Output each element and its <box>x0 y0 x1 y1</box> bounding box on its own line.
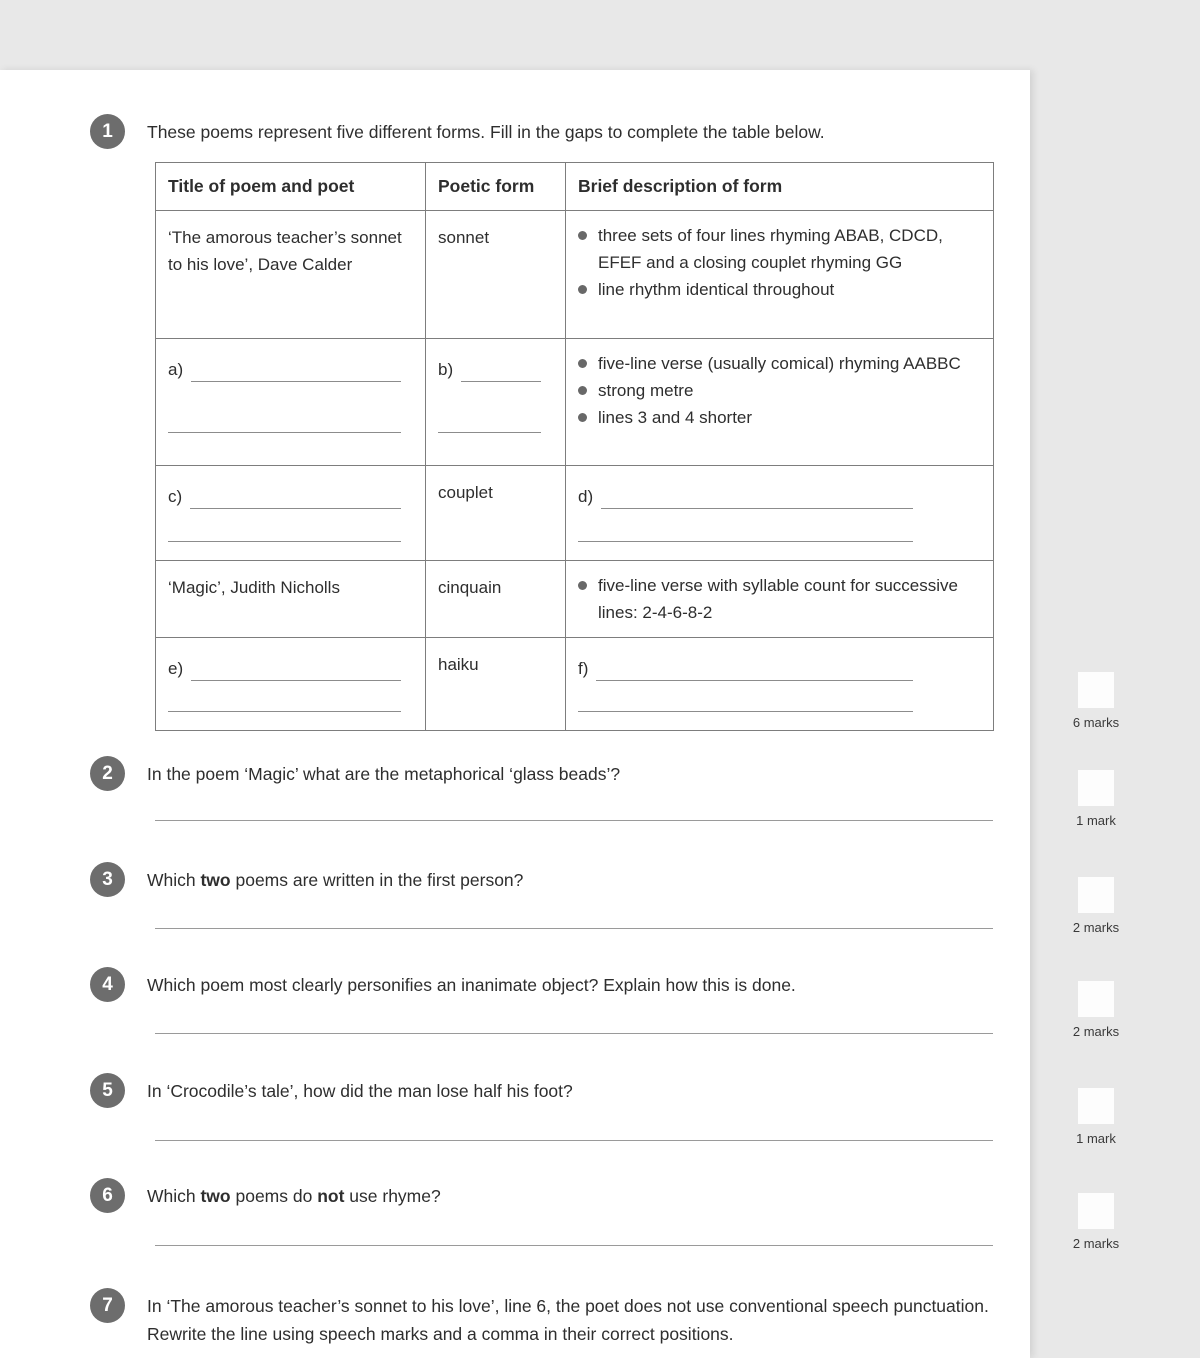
answer-line <box>191 362 401 382</box>
cell-text: couplet <box>438 483 493 502</box>
bullet-item <box>578 222 981 276</box>
blank-label: f) <box>578 659 589 678</box>
question-text-segment: Which <box>147 870 201 890</box>
question-number-badge: 3 <box>90 862 125 897</box>
table-header-form: Poetic form <box>426 163 566 211</box>
title-cell <box>156 211 426 339</box>
question-3 <box>90 862 990 897</box>
title-cell <box>156 339 426 466</box>
blank-first-line <box>578 657 913 681</box>
mark-label: 2 marks <box>1072 920 1120 935</box>
bullet-item <box>578 572 981 626</box>
question-text-segment: poems are written in the first person? <box>230 870 524 890</box>
question-text-segment: Which poem most clearly personifies an inanimate object? Explain how this is done. <box>147 975 796 995</box>
question-4 <box>90 967 990 1002</box>
blank-first-line <box>438 358 541 382</box>
cell-text: sonnet <box>438 228 490 247</box>
worksheet-page <box>0 70 1030 1358</box>
bullet-dot-icon <box>578 413 587 422</box>
bullet-item <box>578 350 981 377</box>
question-number-badge: 6 <box>90 1178 125 1213</box>
question-text <box>147 1288 990 1348</box>
answer-line <box>191 661 401 681</box>
answer-line <box>438 432 541 433</box>
blank-first-line <box>168 485 401 509</box>
cell-text: haiku <box>438 655 479 674</box>
answer-line <box>155 928 993 929</box>
question-number-badge: 2 <box>90 756 125 791</box>
answer-blank-d <box>578 477 981 542</box>
cell-text: ‘The amorous teacher’s sonnet to his love’, Dave Calder <box>168 228 402 274</box>
poetic-forms-table <box>155 162 994 731</box>
answer-line <box>601 489 913 509</box>
answer-line <box>168 432 401 433</box>
answer-line <box>578 541 913 542</box>
form-cell <box>426 339 566 466</box>
blank-label: c) <box>168 487 183 506</box>
description-cell <box>566 561 994 638</box>
bullet-item <box>578 404 981 431</box>
form-cell <box>426 638 566 731</box>
answer-line <box>155 1140 993 1141</box>
answer-blank-a <box>168 350 413 433</box>
marks-indicator-5 <box>1060 1088 1132 1146</box>
mark-label: 1 mark <box>1076 813 1116 828</box>
bullet-list <box>578 350 981 431</box>
question-text: These poems represent five different forms. Fill in the gaps to complete the table below. <box>147 122 825 142</box>
table-row <box>156 638 994 731</box>
cell-text: cinquain <box>438 578 502 597</box>
question-text-segment: two <box>200 1186 231 1206</box>
question-text <box>147 756 620 791</box>
question-number-badge: 1 <box>90 114 125 149</box>
answer-line <box>168 541 401 542</box>
marks-indicator-6 <box>1060 1193 1132 1251</box>
bullet-list <box>578 222 981 303</box>
question-text-segment: In ‘The amorous teacher’s sonnet to his love’, line 6, the poet does not use conventional speech punctuation. Rewrite the line using speech marks and a comma in their correct positions. <box>147 1296 989 1344</box>
table-header-row <box>156 163 994 211</box>
title-cell <box>156 466 426 561</box>
answer-line <box>596 661 913 681</box>
question-number-badge: 4 <box>90 967 125 1002</box>
description-cell <box>566 339 994 466</box>
question-text <box>147 967 796 1002</box>
question-7 <box>90 1288 990 1348</box>
blank-label: e) <box>168 659 184 678</box>
question-text-segment: use rhyme? <box>344 1186 441 1206</box>
bullet-dot-icon <box>578 581 587 590</box>
table-row <box>156 561 994 638</box>
answer-blank-e <box>168 649 413 712</box>
marks-indicator-1 <box>1060 672 1132 730</box>
question-text <box>147 1178 441 1213</box>
answer-blank-c <box>168 477 413 542</box>
mark-label: 2 marks <box>1072 1236 1120 1251</box>
mark-box <box>1078 770 1114 806</box>
question-text-segment: In ‘Crocodile’s tale’, how did the man lose half his foot? <box>147 1081 573 1101</box>
table-row <box>156 339 994 466</box>
answer-blank-b <box>438 350 553 433</box>
answer-line <box>155 820 993 821</box>
question-2 <box>90 756 990 791</box>
bullet-text: five-line verse with syllable count for successive lines: 2-4-6-8-2 <box>598 576 958 622</box>
question-number-badge: 7 <box>90 1288 125 1323</box>
blank-first-line <box>168 657 401 681</box>
question-6 <box>90 1178 990 1213</box>
mark-label: 6 marks <box>1072 715 1120 730</box>
marks-indicator-3 <box>1060 877 1132 935</box>
question-5 <box>90 1073 990 1108</box>
question-number-badge: 5 <box>90 1073 125 1108</box>
bullet-dot-icon <box>578 386 587 395</box>
question-text-segment: In the poem ‘Magic’ what are the metaphorical ‘glass beads’? <box>147 764 621 784</box>
answer-line <box>155 1245 993 1246</box>
table-header-title: Title of poem and poet <box>156 163 426 211</box>
table-row <box>156 466 994 561</box>
blank-label: a) <box>168 360 184 379</box>
answer-line <box>190 489 401 509</box>
blank-label: b) <box>438 360 454 379</box>
table-body <box>156 211 994 731</box>
question-text-segment: two <box>200 870 231 890</box>
bullet-text: lines 3 and 4 shorter <box>598 408 753 427</box>
question-1 <box>90 114 990 149</box>
mark-box <box>1078 1088 1114 1124</box>
answer-line <box>168 711 401 712</box>
mark-box <box>1078 1193 1114 1229</box>
mark-label: 2 marks <box>1072 1024 1120 1039</box>
bullet-dot-icon <box>578 231 587 240</box>
bullet-item <box>578 377 981 404</box>
blank-label: d) <box>578 487 594 506</box>
title-cell <box>156 638 426 731</box>
description-cell <box>566 466 994 561</box>
blank-first-line <box>168 358 401 382</box>
question-text-segment: not <box>317 1186 345 1206</box>
mark-label: 1 mark <box>1076 1131 1116 1146</box>
question-text-segment: poems do <box>230 1186 318 1206</box>
bullet-text: three sets of four lines rhyming ABAB, CDCD, EFEF and a closing couplet rhyming GG <box>598 226 943 272</box>
blank-first-line <box>578 485 913 509</box>
bullet-dot-icon <box>578 285 587 294</box>
title-cell <box>156 561 426 638</box>
answer-line <box>461 362 541 382</box>
bullet-dot-icon <box>578 359 587 368</box>
bullet-text: five-line verse (usually comical) rhyming AABBC <box>598 354 961 373</box>
mark-box <box>1078 672 1114 708</box>
description-cell <box>566 638 994 731</box>
bullet-text: line rhythm identical throughout <box>598 280 835 299</box>
form-cell <box>426 466 566 561</box>
marks-indicator-4 <box>1060 981 1132 1039</box>
question-text <box>147 1073 573 1108</box>
table-row <box>156 211 994 339</box>
bullet-text: strong metre <box>598 381 694 400</box>
mark-box <box>1078 981 1114 1017</box>
bullet-item <box>578 276 981 303</box>
form-cell <box>426 561 566 638</box>
cell-text: ‘Magic’, Judith Nicholls <box>168 578 340 597</box>
table-header-description: Brief description of form <box>566 163 994 211</box>
answer-line <box>155 1033 993 1034</box>
question-text <box>147 862 523 897</box>
description-cell <box>566 211 994 339</box>
bullet-list <box>578 572 981 626</box>
answer-blank-f <box>578 649 981 712</box>
form-cell <box>426 211 566 339</box>
answer-line <box>578 711 913 712</box>
mark-box <box>1078 877 1114 913</box>
marks-indicator-2 <box>1060 770 1132 828</box>
question-text-segment: Which <box>147 1186 201 1206</box>
